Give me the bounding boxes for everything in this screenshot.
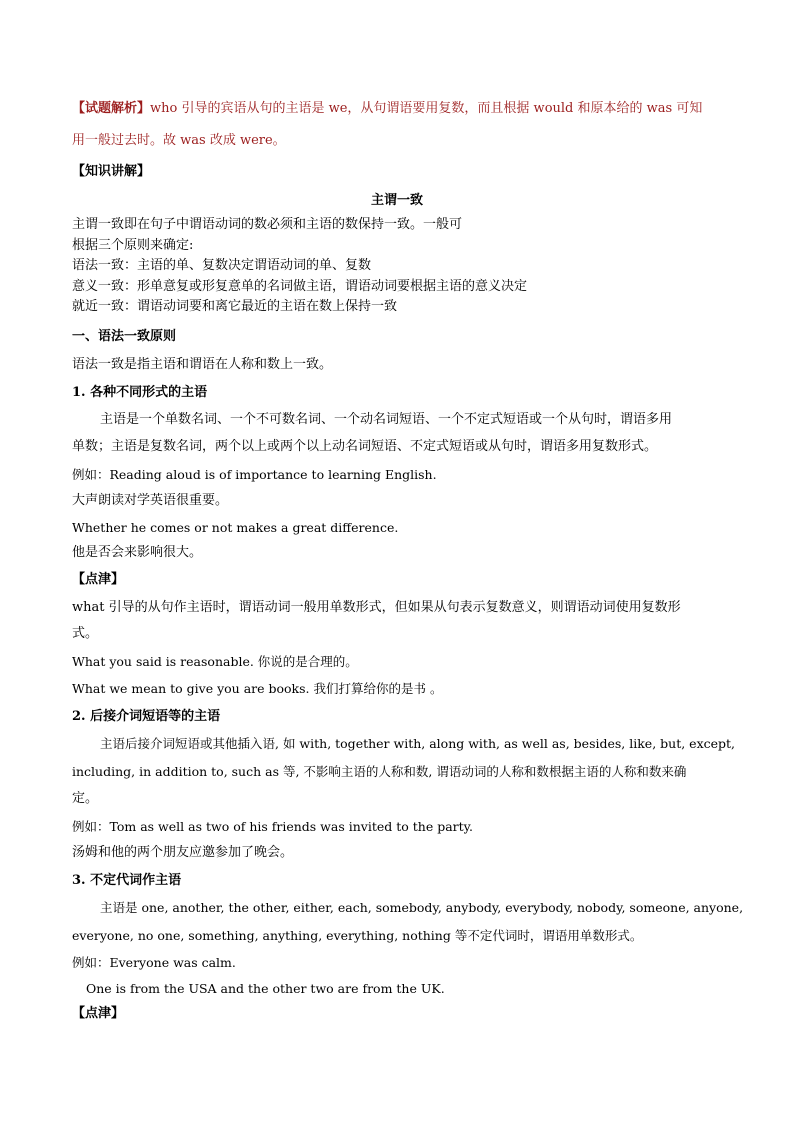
- principle-1-desc: 语法一致是指主语和谓语在人称和数上一致。: [72, 357, 333, 372]
- sub-1-heading: 1. 各种不同形式的主语: [72, 385, 208, 400]
- sub-1-para-line-2: 单数；主语是复数名词，两个以上或两个以上动名词短语、不定式短语或从句时，谓语多用复数形式。: [72, 439, 658, 454]
- sub-2-para-line-1: 主语后接介词短语或其他插入语, 如 with, together with, along with, as well as, besides, like, but, except,: [100, 736, 736, 751]
- sub-2-example-cn: 汤姆和他的两个朋友应邀参加了晚会。: [72, 845, 294, 860]
- sub-3-tip-heading: 【点津】: [72, 1006, 125, 1021]
- rule-proximity: 就近一致：谓语动词要和离它最近的主语在数上保持一致: [72, 299, 398, 314]
- sub-1-example-2-en: Whether he comes or not makes a great difference.: [72, 520, 399, 535]
- sub-1-example-1-en: 例如：Reading aloud is of importance to learning English.: [72, 467, 437, 482]
- analysis-line-2: 用一般过去时。故 was 改成 were。: [72, 133, 286, 148]
- sub-2-heading: 2. 后接介词短语等的主语: [72, 709, 221, 724]
- sub-1-tip-heading: 【点津】: [72, 572, 125, 587]
- knowledge-heading: 【知识讲解】: [72, 164, 151, 179]
- analysis-label: 【试题解析】: [72, 101, 151, 116]
- sub-2-para-line-2: including, in addition to, such as 等, 不影响主语的人称和数, 谓语动词的人称和数根据主语的人称和数来确: [72, 764, 687, 779]
- analysis-text-1: who 引导的宾语从句的主语是 we，从句谓语要用复数，而且根据 would 和原本给的 was 可知: [150, 101, 703, 116]
- rule-meaning: 意义一致：形单意复或形复意单的名词做主语，谓语动词要根据主语的意义决定: [72, 279, 528, 294]
- sub-1-tip-example-2: What we mean to give you are books. 我们打算给你的是书 。: [72, 681, 443, 696]
- sub-1-tip-example-1: What you said is reasonable. 你说的是合理的。: [72, 654, 358, 669]
- sub-1-example-2-cn: 他是否会来影响很大。: [72, 545, 203, 560]
- sub-3-example-1: 例如：Everyone was calm.: [72, 955, 236, 970]
- sub-1-para-line-1: 主语是一个单数名词、一个不可数名词、一个动名词短语、一个不定式短语或一个从句时，谓语多用: [100, 412, 673, 427]
- sub-3-example-2: One is from the USA and the other two are from the UK.: [86, 981, 445, 996]
- sub-2-example-en: 例如：Tom as well as two of his friends was invited to the party.: [72, 819, 474, 834]
- sub-1-tip-line-1: what 引导的从句作主语时，谓语动词一般用单数形式，但如果从句表示复数意义，则谓语动词使用复数形: [72, 600, 681, 615]
- principle-1-heading: 一、语法一致原则: [72, 329, 177, 344]
- intro-line-2: 根据三个原则来确定:: [72, 238, 194, 253]
- rule-grammar: 语法一致：主语的单、复数决定谓语动词的单、复数: [72, 258, 372, 273]
- sub-1-example-1-cn: 大声朗读对学英语很重要。: [72, 493, 229, 508]
- analysis-line-1: [72, 99, 732, 119]
- sub-1-tip-line-2: 式。: [72, 626, 99, 641]
- section-title: 主谓一致: [370, 193, 423, 208]
- sub-3-para-line-2: everyone, no one, something, anything, everything, nothing 等不定代词时，谓语用单数形式。: [72, 928, 643, 943]
- sub-3-para-line-1: 主语是 one, another, the other, either, each, somebody, anybody, everybody, nobody, someone, anyone,: [100, 900, 744, 915]
- intro-line-1: 主谓一致即在句子中谓语动词的数必须和主语的数保持一致。一般可: [72, 217, 463, 232]
- sub-2-para-line-3: 定。: [72, 791, 99, 806]
- sub-3-heading: 3. 不定代词作主语: [72, 873, 182, 888]
